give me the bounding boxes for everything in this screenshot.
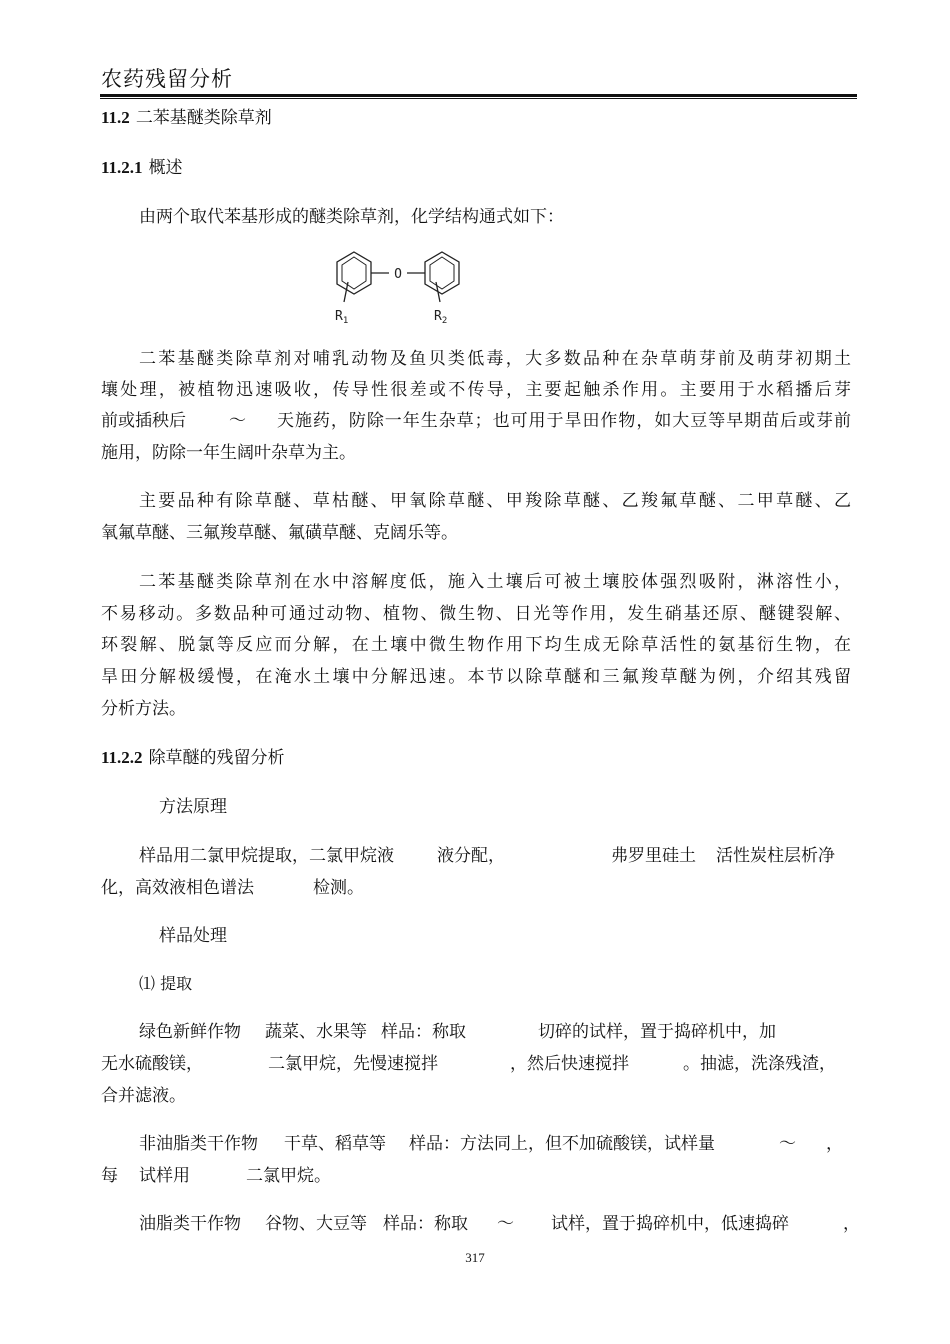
green-line1c: 样品：称取 bbox=[381, 1022, 466, 1042]
oily-line1d: ～ bbox=[497, 1214, 514, 1234]
r2-subscript: 2 bbox=[441, 316, 448, 326]
r1-subscript: 1 bbox=[342, 316, 349, 326]
para3-line4: 旱田分解极缓慢，在淹水土壤中分解迅速。本节以除草醚和三氟羧草醚为例，介绍其残留 bbox=[101, 667, 851, 687]
r1-letter: R bbox=[335, 309, 343, 324]
r2-label bbox=[434, 309, 447, 326]
extraction-heading: ⑴ 提取 bbox=[139, 974, 193, 993]
oily-line1b: 谷物、大豆等 bbox=[265, 1214, 367, 1234]
dry-line1a: 非油脂类干作物 bbox=[139, 1134, 258, 1154]
section-title: 概述 bbox=[148, 158, 183, 178]
method-line1b: 液分配， bbox=[437, 846, 505, 866]
section-heading-11-2 bbox=[101, 108, 272, 128]
para2-line2: 氧氟草醚、三氟羧草醚、氟磺草醚、克阔乐等。 bbox=[101, 523, 458, 543]
oily-line1e: 试样，置于捣碎机中，低速捣碎 bbox=[551, 1214, 789, 1234]
method-line1a: 样品用二氯甲烷提取，二氯甲烷液 bbox=[139, 846, 394, 866]
oily-line1f: ， bbox=[843, 1214, 860, 1234]
dry-line1c: 样品：方法同上，但不加硫酸镁，试样量 bbox=[409, 1134, 715, 1154]
method-line1c: 弗罗里硅土 bbox=[611, 846, 696, 866]
intro-text: 由两个取代苯基形成的醚类除草剂，化学结构通式如下： bbox=[139, 207, 564, 227]
section-number: 11.2 bbox=[101, 108, 130, 127]
oily-line1c: 样品：称取 bbox=[383, 1214, 468, 1234]
header-rule bbox=[100, 94, 857, 97]
header-rule-thin bbox=[100, 98, 857, 99]
section-title: 二苯基醚类除草剂 bbox=[135, 108, 272, 128]
green-line3: 合并滤液。 bbox=[101, 1086, 186, 1106]
dry-line2c: 二氯甲烷。 bbox=[246, 1166, 331, 1186]
running-header-title: 农药残留分析 bbox=[101, 67, 233, 91]
para3-line1: 二苯基醚类除草剂在水中溶解度低，施入土壤后可被土壤胶体强烈吸附，淋溶性小， bbox=[139, 572, 851, 592]
para3-line2: 不易移动。多数品种可通过动物、植物、微生物、日光等作用，发生硝基还原、醚键裂解、 bbox=[101, 604, 851, 624]
para3-line3: 环裂解、脱氯等反应而分解，在土壤中微生物作用下均生成无除草活性的氨基衍生物，在 bbox=[101, 635, 851, 655]
r1-label bbox=[335, 309, 348, 326]
method-line2a: 化，高效液相色谱法 bbox=[101, 878, 254, 898]
para1-line3-tilde: ～ bbox=[229, 411, 246, 431]
dry-line2a: 每 bbox=[101, 1166, 118, 1186]
para1-line3a: 前或插秧后 bbox=[101, 411, 186, 431]
green-line2b: 二氯甲烷，先慢速搅拌 bbox=[268, 1054, 438, 1074]
method-line2b: 检测。 bbox=[313, 878, 364, 898]
diphenyl-ether-structure bbox=[310, 244, 480, 330]
dry-line2b: 试样用 bbox=[139, 1166, 190, 1186]
dry-line1e: ， bbox=[826, 1134, 843, 1154]
method-heading: 方法原理 bbox=[159, 797, 227, 817]
oxygen-atom-label: O bbox=[394, 267, 402, 282]
para2-line1: 主要品种有除草醚、草枯醚、甲氧除草醚、甲羧除草醚、乙羧氟草醚、二甲草醚、乙 bbox=[139, 491, 851, 511]
para1-line1: 二苯基醚类除草剂对哺乳动物及鱼贝类低毒，大多数品种在杂草萌芽前及萌芽初期土 bbox=[139, 349, 851, 369]
para1-line3c: 天施药，防除一年生杂草；也可用于旱田作物，如大豆等早期苗后或芽前 bbox=[277, 411, 851, 431]
page-number: 317 bbox=[465, 1250, 485, 1265]
section-number: 11.2.1 bbox=[101, 158, 143, 177]
oily-line1a: 油脂类干作物 bbox=[139, 1214, 241, 1234]
r1-bond bbox=[344, 282, 348, 302]
para1-line4: 施用，防除一年生阔叶杂草为主。 bbox=[101, 443, 356, 463]
section-number: 11.2.2 bbox=[101, 748, 143, 767]
para3-line5: 分析方法。 bbox=[101, 699, 186, 719]
section-heading-11-2-1 bbox=[101, 158, 183, 178]
r2-letter: R bbox=[434, 309, 442, 324]
green-line2d: 。抽滤，洗涤残渣， bbox=[683, 1054, 836, 1074]
benzene-ring-left-inner bbox=[342, 257, 366, 289]
section-title: 除草醚的残留分析 bbox=[148, 748, 285, 768]
method-line1d: 活性炭柱层析净 bbox=[716, 846, 835, 866]
sample-heading: 样品处理 bbox=[159, 926, 227, 946]
dry-line1d: ～ bbox=[779, 1134, 796, 1154]
green-line1a: 绿色新鲜作物 bbox=[139, 1022, 241, 1042]
green-line2a: 无水硫酸镁， bbox=[101, 1054, 203, 1074]
benzene-ring-right-inner bbox=[430, 257, 454, 289]
green-line2c: ，然后快速搅拌 bbox=[510, 1054, 629, 1074]
section-heading-11-2-2 bbox=[101, 748, 285, 768]
green-line1d: 切碎的试样，置于捣碎机中，加 bbox=[538, 1022, 776, 1042]
para1-line2: 壤处理，被植物迅速吸收，传导性很差或不传导，主要起触杀作用。主要用于水稻播后芽 bbox=[101, 380, 851, 400]
dry-line1b: 干草、稻草等 bbox=[284, 1134, 386, 1154]
green-line1b: 蔬菜、水果等 bbox=[265, 1022, 367, 1042]
